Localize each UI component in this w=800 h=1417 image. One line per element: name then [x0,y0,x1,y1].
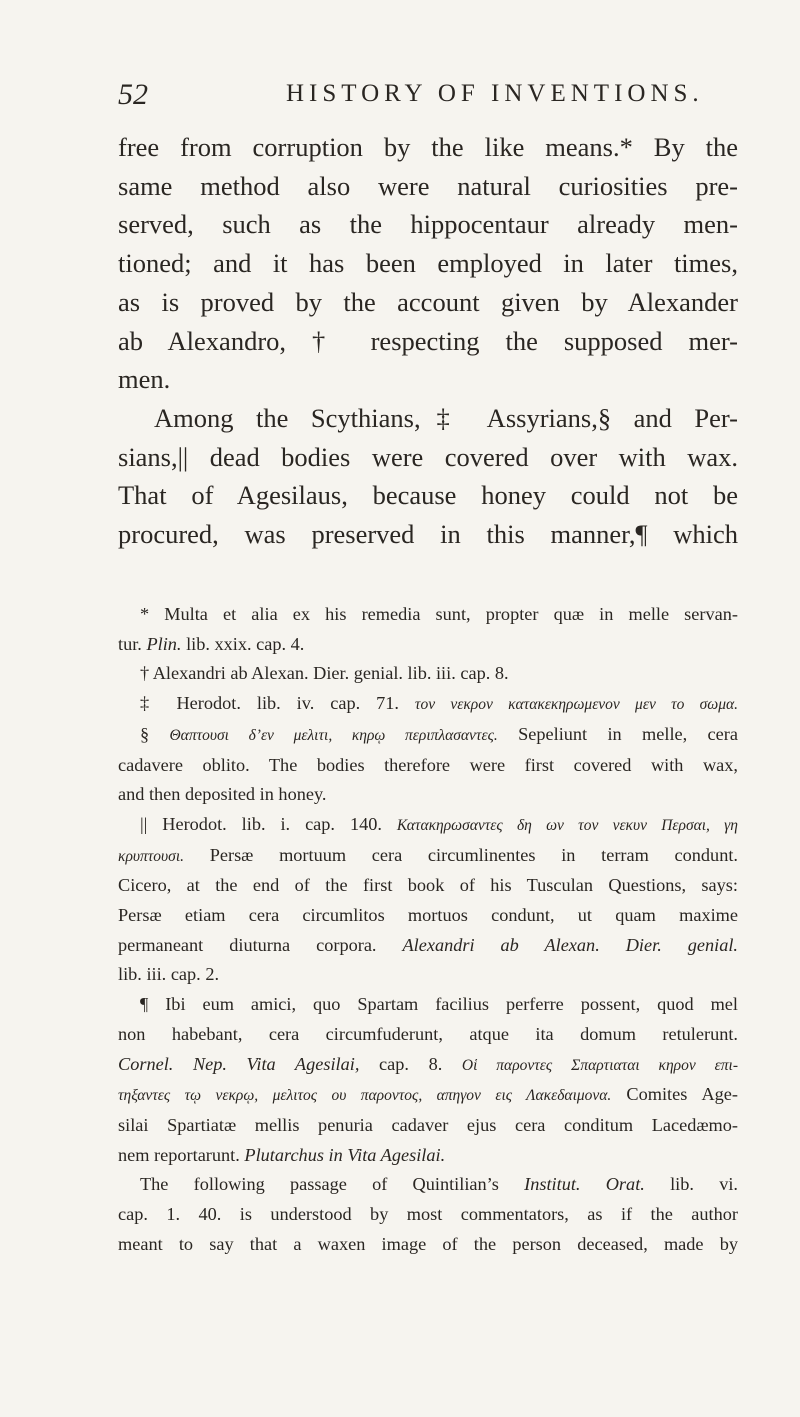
footnote-line [118,1020,738,1050]
footnote-text: Comites Age- [626,1084,738,1105]
body-line: Among the Scythians,‡ Assyrians,§ and Per- [154,402,738,433]
footnote-line [118,1170,738,1200]
footnote-line [118,751,738,781]
footnote-text: * Multa et alia ex his remedia sunt, propter quæ in melle servan- [140,604,738,624]
body-line: procured, was preserved in this manner,¶ which [118,519,738,550]
footnote-text: silai Spartiatæ mellis penuria cadaver ejus cera conditum Lacedæmo- [118,1114,738,1135]
body-line: served, such as the hippocentaur already men- [118,209,738,240]
footnote-line [118,630,738,660]
footnote-text: cap. 1. 40. is understood by most commentators, as if the author [118,1204,738,1225]
footnote-text: † Alexandri ab Alexan. Dier. genial. lib. iii. cap. 8. [140,663,509,684]
footnote-text: nem reportarunt. [118,1144,240,1165]
citation-title: Institut. Orat. [524,1174,645,1195]
footnote-line [118,1230,738,1260]
body-line: men. [118,364,171,395]
footnote-text: || Herodot. lib. i. cap. 140. [140,813,382,834]
footnote-text: ‡ Herodot. lib. iv. cap. 71. [140,693,399,714]
footnote-text: cadavere oblito. The bodies therefore were first covered with wax, [118,754,738,775]
greek-quote: Οἱ παροντες Σπαρτιαται κηρον επι- [461,1056,738,1074]
footnote-text: lib. vi. [670,1174,738,1195]
footnotes [118,600,738,1259]
running-head: HISTORY OF INVENTIONS. [286,80,704,107]
footnote-text: Sepeliunt in melle, cera [518,723,738,744]
footnote-line [118,810,738,841]
footnote-line [118,1141,738,1171]
body-line: as is proved by the account given by Alexander [118,286,738,317]
body-line: That of Agesilaus, because honey could not be [118,480,738,511]
greek-quote: τηξαντες τῳ νεκρῳ, μελιτος ου παροντος, απηγον εις Λακεδαιμονα. [118,1087,612,1105]
footnote-line [118,1080,738,1111]
footnote-line [118,841,738,872]
footnote-text: § [140,723,150,744]
page-header [118,78,738,118]
footnote-line [118,990,738,1020]
footnote-line [118,689,738,720]
page-number: 52 [118,78,148,111]
footnote-line [118,600,738,630]
footnote-line [118,1050,738,1081]
footnote-text: cap. 8. [379,1053,443,1074]
footnote-line [118,871,738,901]
body-line: sians,|| dead bodies were covered over with wax. [118,441,738,472]
body-line: tioned; and it has been employed in later times, [118,248,738,279]
footnote-line [118,1111,738,1141]
body-line: ab Alexandro, † respecting the supposed mer- [118,325,738,356]
footnote-text: Persæ etiam cera circumlitos mortuos condunt, ut quam maxime [118,905,738,926]
footnote-text: Cicero, at the end of the first book of his Tusculan Questions, says: [118,875,738,896]
footnote-text: meant to say that a waxen image of the person deceased, made by [118,1233,738,1254]
footnote-line [118,960,738,990]
footnote-text: The following passage of Quintilian’s [140,1174,499,1195]
footnote-text: lib. xxix. cap. 4. [186,633,305,654]
footnote-line [118,931,738,961]
greek-quote: τον νεκρον κατακεκηρωμενον μεν το σωμα. [414,696,738,714]
citation-title: Cornel. Nep. Vita Agesilai, [118,1053,360,1074]
footnote-line [118,901,738,931]
greek-quote: κρυπτουσι. [118,847,184,865]
greek-quote: Κατακηρωσαντες δη ων τον νεκυν Περσαι, γη [396,816,738,834]
footnote-text: ¶ Ibi eum amici, quo Spartam facilius perferre possent, quod mel [140,994,738,1015]
footnote-text: Persæ mortuum cera circumlinentes in terram condunt. [209,844,738,865]
citation-author: Plin. [146,633,182,654]
footnote-line [118,1200,738,1230]
body-line: free from corruption by the like means.* By the [118,132,738,162]
footnote-text: lib. iii. cap. 2. [118,964,220,985]
footnote-line [118,720,738,751]
footnote-line [118,780,738,810]
footnote-line [118,659,738,689]
footnote-text: non habebant, cera circumfuderunt, atque ita domum retulerunt. [118,1023,738,1044]
footnote-text: permaneant diuturna corpora. [118,934,377,955]
greek-quote: Θαπτουσι δ’εν μελιτι, κηρῳ περιπλασαντες. [169,726,498,744]
citation-title: Plutarchus in Vita Agesilai. [244,1144,446,1165]
main-text [118,128,738,554]
body-line: same method also were natural curiosities pre- [118,170,738,201]
footnote-text: tur. [118,633,142,654]
citation-title: Alexandri ab Alexan. Dier. genial. [402,934,739,955]
footnote-text: and then deposited in honey. [118,784,327,805]
